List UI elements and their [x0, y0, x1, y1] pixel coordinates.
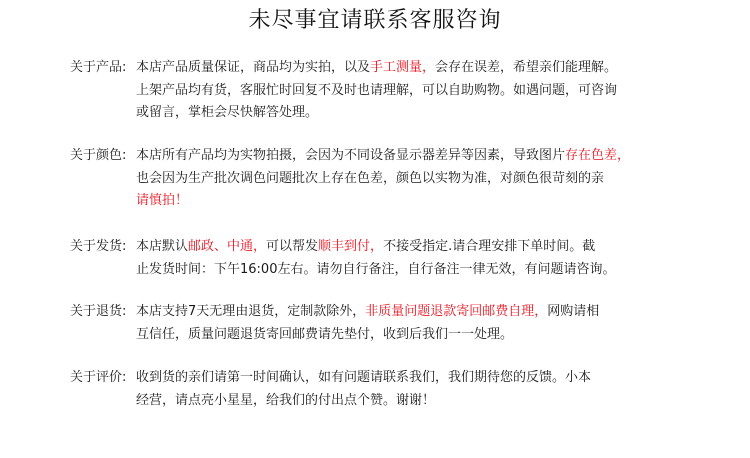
- section-label: 关于发货:: [70, 239, 127, 254]
- text-segment: 不接受指定.请合理安排下单时间。截: [383, 239, 596, 254]
- section-text: [136, 57, 720, 125]
- text-line: [136, 301, 720, 324]
- section-text: [136, 145, 720, 213]
- text-line: 也会因为生产批次调色问题批次上存在色差，颜色以实物为准，对颜色很苛刻的亲: [136, 170, 605, 186]
- section-returns: [70, 301, 720, 346]
- section-shipping: [70, 236, 720, 281]
- text-line: 止发货时间：下午16:00左右。请勿自行备注，自行备注一律无效，有问题请咨询。: [136, 261, 616, 277]
- section-label: 关于颜色:: [70, 148, 127, 163]
- text-line: 互信任，质量问题退货寄回邮费请先垫付，收到后我们一一处理。: [136, 326, 514, 342]
- page-title: 未尽事宜请联系客服咨询: [248, 8, 502, 33]
- highlight-text: 顺丰到付，: [318, 239, 384, 254]
- highlight-text: 非质量问题退款寄回邮费自理，: [365, 304, 548, 319]
- section-text: [136, 301, 720, 346]
- highlight-text: 邮政、中通，: [188, 239, 267, 254]
- text-segment: 网购请相: [547, 304, 600, 319]
- section-label: 关于产品:: [70, 60, 127, 75]
- section-label: 关于退货:: [70, 304, 127, 319]
- text-line: [136, 57, 720, 80]
- text-segment: 本店支持7天无理由退货，定制款除外，: [136, 304, 366, 319]
- text-line: 或留言，掌柜会尽快解答处理。: [136, 105, 319, 120]
- highlight-text: 请慎拍！: [136, 193, 189, 208]
- section-color: [70, 145, 720, 213]
- section-row: [70, 367, 720, 412]
- text-segment: 本店所有产品均为实物拍摄，会因为不同设备显示器差异等因素，导致图片: [136, 148, 566, 163]
- text-line: [136, 236, 720, 259]
- highlight-text: 手工测量，: [370, 60, 436, 75]
- text-line: [136, 145, 720, 168]
- section-row: [70, 301, 720, 346]
- text-segment: 会存在误差，希望亲们能理解。: [435, 60, 618, 75]
- section-review: [70, 367, 720, 412]
- text-segment: 本店默认: [136, 239, 189, 254]
- highlight-text: 存在色差，: [565, 148, 631, 163]
- section-product: [70, 57, 720, 125]
- section-row: [70, 57, 720, 125]
- section-text: [136, 367, 720, 412]
- section-label: 关于评价:: [70, 370, 127, 385]
- text-line: 收到货的亲们请第一时间确认，如有问题请联系我们，我们期待您的反馈。小本: [136, 370, 592, 385]
- section-row: [70, 236, 720, 281]
- text-line: 经营，请点亮小星星，给我们的付出点个赞。谢谢！: [136, 392, 436, 408]
- text-segment: 可以帮发: [266, 239, 319, 254]
- section-row: [70, 145, 720, 213]
- section-text: [136, 236, 720, 281]
- text-line: 上架产品均有货，客服忙时回复不及时也请理解，可以自助购物。如遇问题，可咨询: [136, 82, 618, 98]
- text-segment: 本店产品质量保证，商品均为实拍，以及: [136, 60, 371, 75]
